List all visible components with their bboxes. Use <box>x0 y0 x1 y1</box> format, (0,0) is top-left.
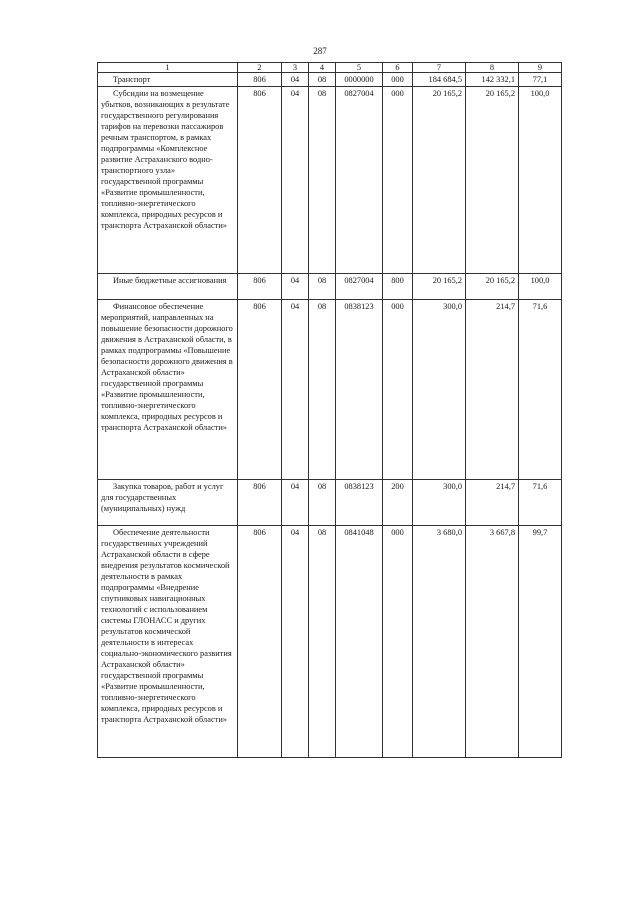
cell-expense-type: 200 <box>383 480 413 526</box>
cell-subsection: 08 <box>309 526 336 758</box>
cell-subsection: 08 <box>309 274 336 300</box>
column-header: 7 <box>413 63 466 73</box>
cell-expense-type: 800 <box>383 274 413 300</box>
column-header: 8 <box>466 63 519 73</box>
cell-section: 04 <box>282 526 309 758</box>
cell-executed: 214,7 <box>466 480 519 526</box>
table-row <box>98 274 562 300</box>
cell-admin-code: 806 <box>238 526 282 758</box>
cell-admin-code: 806 <box>238 300 282 480</box>
table-row <box>98 526 562 758</box>
cell-target-article: 0827004 <box>336 87 383 274</box>
cell-section: 04 <box>282 73 309 87</box>
cell-section: 04 <box>282 300 309 480</box>
cell-executed: 20 165,2 <box>466 87 519 274</box>
cell-target-article: 0841048 <box>336 526 383 758</box>
table-row <box>98 480 562 526</box>
cell-planned: 3 680,0 <box>413 526 466 758</box>
cell-subsection: 08 <box>309 73 336 87</box>
table-row <box>98 87 562 274</box>
cell-planned: 300,0 <box>413 300 466 480</box>
row-name: Финансовое обеспечение мероприятий, направленных на повышение безопасности дорожного движения в Астраханской области, в рамках подпрограммы «Повышение безопасности дорожного движения в Астраханской области» государственной программы «Развитие промышленности, топливно-энергетического комплекса, природных ресурсов и транспорта Астраханской области» <box>98 300 238 480</box>
cell-subsection: 08 <box>309 300 336 480</box>
cell-planned: 20 165,2 <box>413 87 466 274</box>
cell-target-article: 0000000 <box>336 73 383 87</box>
row-name: Обеспечение деятельности государственных учреждений Астраханской области в сфере внедрения результатов космической деятельности в рамках подпрограммы «Внедрение спутниковых навигационных технологий с использованием системы ГЛОНАСС и других результатов космической деятельности в интересах социально-экономического развития Астраханской области» государственной программы «Развитие промышленности, топливно-энергетического комплекса, природных ресурсов и транспорта Астраханской области» <box>98 526 238 758</box>
cell-expense-type: 000 <box>383 300 413 480</box>
cell-percent: 100,0 <box>519 87 562 274</box>
cell-percent: 71,6 <box>519 480 562 526</box>
cell-percent: 71,6 <box>519 300 562 480</box>
cell-executed: 20 165,2 <box>466 274 519 300</box>
cell-planned: 20 165,2 <box>413 274 466 300</box>
cell-subsection: 08 <box>309 87 336 274</box>
column-header: 9 <box>519 63 562 73</box>
cell-planned: 300,0 <box>413 480 466 526</box>
cell-executed: 3 667,8 <box>466 526 519 758</box>
column-header: 4 <box>309 63 336 73</box>
row-name: Субсидии на возмещение убытков, возникающих в результате государственного регулирования тарифов на перевозки пассажиров речным транспортом, в рамках подпрограммы «Комплексное развитие Астраханского водно-транспортного узла» государственной программы «Развитие промышленности, топливно-энергетического комплекса, природных ресурсов и транспорта Астраханской области» <box>98 87 238 274</box>
row-name: Иные бюджетные ассигнования <box>98 274 238 300</box>
page-number: 287 <box>313 46 327 56</box>
cell-expense-type: 000 <box>383 87 413 274</box>
column-header: 2 <box>238 63 282 73</box>
column-header: 3 <box>282 63 309 73</box>
cell-percent: 99,7 <box>519 526 562 758</box>
cell-executed: 142 332,1 <box>466 73 519 87</box>
table-row <box>98 300 562 480</box>
budget-table <box>97 62 562 758</box>
cell-percent: 100,0 <box>519 274 562 300</box>
column-header: 1 <box>98 63 238 73</box>
column-header: 5 <box>336 63 383 73</box>
cell-section: 04 <box>282 274 309 300</box>
cell-section: 04 <box>282 480 309 526</box>
cell-admin-code: 806 <box>238 480 282 526</box>
cell-expense-type: 000 <box>383 526 413 758</box>
column-number-row <box>98 63 562 73</box>
cell-admin-code: 806 <box>238 87 282 274</box>
cell-admin-code: 806 <box>238 274 282 300</box>
cell-executed: 214,7 <box>466 300 519 480</box>
cell-admin-code: 806 <box>238 73 282 87</box>
cell-subsection: 08 <box>309 480 336 526</box>
cell-percent: 77,1 <box>519 73 562 87</box>
row-name: Закупка товаров, работ и услуг для государственных (муниципальных) нужд <box>98 480 238 526</box>
table-row <box>98 73 562 87</box>
column-header: 6 <box>383 63 413 73</box>
cell-section: 04 <box>282 87 309 274</box>
cell-target-article: 0827004 <box>336 274 383 300</box>
cell-planned: 184 684,5 <box>413 73 466 87</box>
cell-expense-type: 000 <box>383 73 413 87</box>
cell-target-article: 0838123 <box>336 300 383 480</box>
cell-target-article: 0838123 <box>336 480 383 526</box>
row-name: Транспорт <box>98 73 238 87</box>
